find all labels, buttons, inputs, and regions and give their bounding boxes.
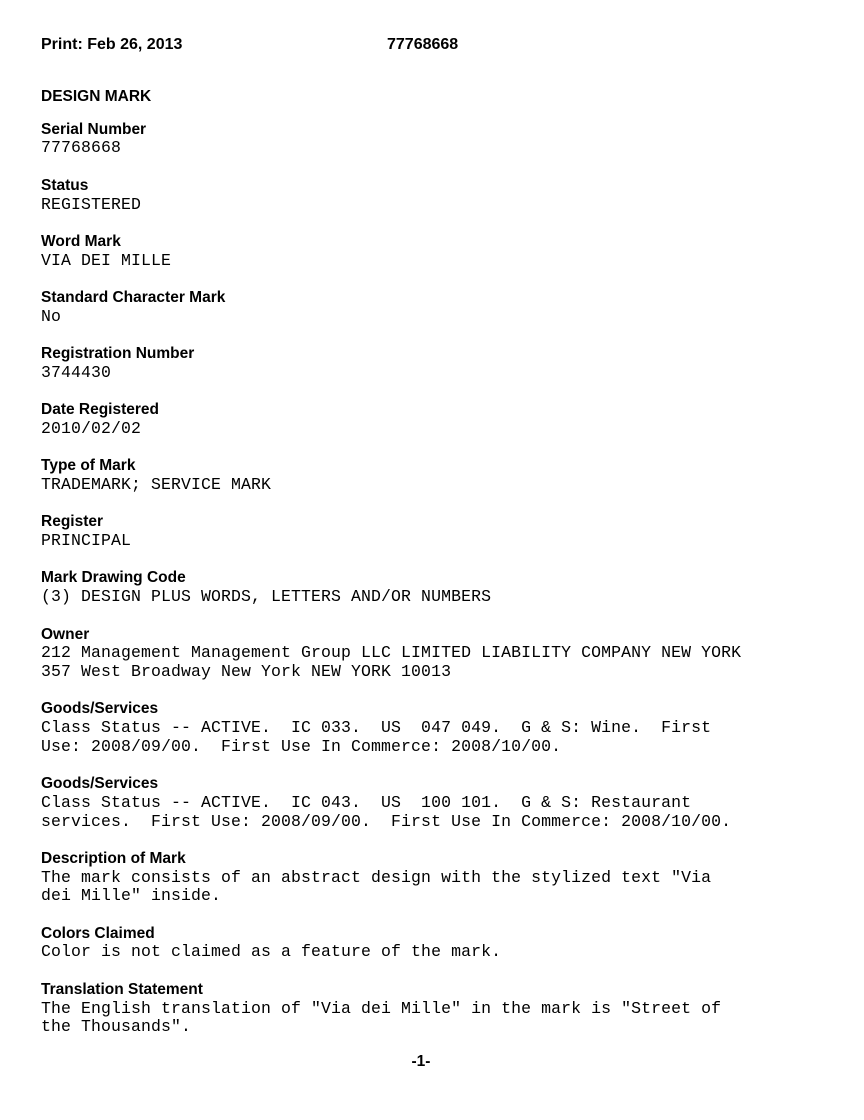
field-label: Owner	[41, 625, 90, 643]
field-label: Date Registered	[41, 401, 160, 419]
field-label: Status	[41, 176, 89, 194]
field-row	[41, 345, 811, 382]
field-value: 212 Management Management Group LLC LIMITED LIABILITY COMPANY NEW YORK 357 West Broadway New York NEW YORK 10013	[41, 643, 742, 681]
field-label: Registration Number	[41, 345, 195, 363]
field-label: Goods/Services	[41, 775, 159, 793]
field-value: PRINCIPAL	[41, 531, 132, 551]
field-label: Standard Character Mark	[41, 288, 226, 306]
field-value: The English translation of "Via dei Mille" in the mark is "Street of the Thousands".	[41, 998, 722, 1037]
field-row	[41, 626, 811, 682]
field-label: Serial Number	[41, 120, 147, 138]
field-row	[41, 233, 811, 270]
field-value: Class Status -- ACTIVE. IC 043. US 100 101. G & S: Restaurant services. First Use: 2008/09/00. First Use In Commerce: 2008/10/00.	[41, 792, 732, 831]
field-label: Mark Drawing Code	[41, 569, 186, 587]
field-value: VIA DEI MILLE	[41, 250, 172, 270]
field-row	[41, 569, 811, 606]
document-title: DESIGN MARK	[41, 88, 152, 105]
field-row	[41, 981, 811, 1037]
fields	[41, 121, 811, 1037]
field-row	[41, 177, 811, 214]
field-value: No	[41, 306, 62, 326]
field-value: REGISTERED	[41, 194, 142, 214]
print-date: Print: Feb 26, 2013	[41, 36, 183, 53]
field-label: Word Mark	[41, 232, 121, 250]
field-value: 3744430	[41, 362, 112, 382]
field-row	[41, 121, 811, 158]
field-row	[41, 401, 811, 438]
field-label: Description of Mark	[41, 849, 186, 867]
field-label: Type of Mark	[41, 457, 136, 475]
field-row	[41, 775, 811, 831]
field-label: Register	[41, 513, 104, 531]
page-number: -1-	[411, 1053, 431, 1070]
field-row	[41, 850, 811, 906]
field-label: Colors Claimed	[41, 924, 155, 942]
field-value: 77768668	[41, 138, 122, 158]
document-body	[41, 88, 811, 1056]
field-value: (3) DESIGN PLUS WORDS, LETTERS AND/OR NUMBERS	[41, 587, 492, 607]
field-row	[41, 513, 811, 550]
field-row	[41, 700, 811, 756]
field-row	[41, 925, 811, 962]
field-value: 2010/02/02	[41, 418, 142, 438]
field-value: TRADEMARK; SERVICE MARK	[41, 474, 272, 494]
field-value: Class Status -- ACTIVE. IC 033. US 047 049. G & S: Wine. First Use: 2008/09/00. First Use In Commerce: 2008/10/00.	[41, 718, 712, 756]
field-label: Goods/Services	[41, 700, 159, 718]
field-row	[41, 457, 811, 494]
field-value: Color is not claimed as a feature of the mark.	[41, 942, 502, 962]
field-value: The mark consists of an abstract design with the stylized text "Via dei Mille" inside.	[41, 867, 712, 906]
field-label: Translation Statement	[41, 980, 203, 998]
header-serial-number: 77768668	[387, 36, 459, 53]
field-row	[41, 289, 811, 326]
